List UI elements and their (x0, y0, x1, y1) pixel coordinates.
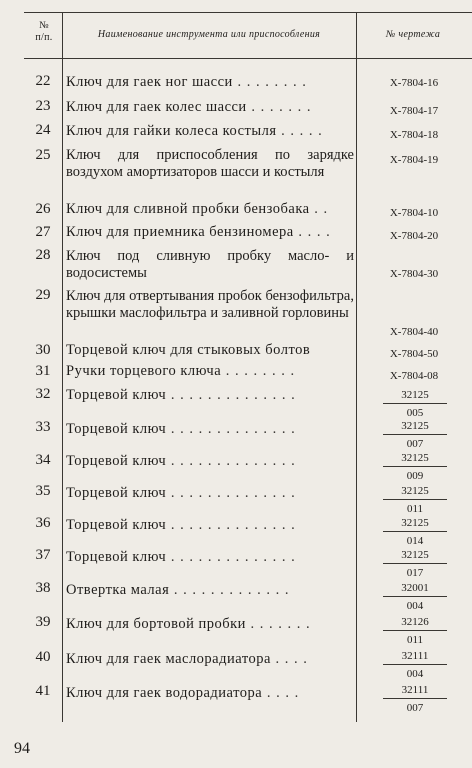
drawing-numerator: 32001 (401, 582, 429, 594)
row-number: 29 (35, 287, 51, 303)
row-name: Ключ для гаек маслорадиатора . . . . (66, 651, 308, 667)
fraction-line (383, 596, 447, 597)
fraction-line (383, 563, 447, 564)
row-number: 36 (35, 515, 51, 531)
drawing-denominator: 007 (406, 438, 424, 450)
drawing-denominator: 011 (406, 503, 424, 515)
row-name: Ключ для отвертывания пробок бензофильтра, крышки маслофильтра и заливной горловины (66, 288, 354, 321)
row-drawing-fraction (360, 485, 470, 515)
row-name: Торцевой ключ . . . . . . . . . . . . . . (66, 421, 296, 437)
row-drawing-fraction (360, 517, 470, 547)
row-number: 22 (35, 73, 51, 89)
fraction-line (383, 434, 447, 435)
fraction-line (383, 531, 447, 532)
row-number: 23 (35, 98, 51, 114)
row-drawing-fraction (360, 616, 470, 646)
drawing-denominator: 004 (406, 668, 424, 680)
drawing-numerator: 32111 (401, 684, 429, 696)
row-number: 31 (35, 363, 51, 379)
header-number-cell (26, 20, 62, 44)
fraction-line (383, 403, 447, 404)
row-name: Торцевой ключ . . . . . . . . . . . . . . (66, 517, 296, 533)
row-drawing-fraction (360, 650, 470, 680)
row-number: 26 (35, 201, 51, 217)
row-name: Ключ для гаек колес шасси . . . . . . . (66, 99, 312, 115)
header-drawing-label: № чертежа (385, 29, 441, 40)
header-name-label: Наименование инструмента или приспособления (97, 29, 321, 40)
drawing-denominator: 007 (406, 702, 424, 714)
fraction-line (383, 499, 447, 500)
row-number: 28 (35, 247, 51, 263)
row-number: 24 (35, 122, 51, 138)
row-name: Ключ под сливную пробку масло- и водосистемы (66, 248, 354, 281)
row-number: 33 (35, 419, 51, 435)
drawing-denominator: 011 (406, 634, 424, 646)
fraction-line (383, 466, 447, 467)
row-name: Торцевой ключ . . . . . . . . . . . . . . (66, 453, 296, 469)
column-divider-right (356, 12, 357, 722)
row-drawing: Х-7804-17 (389, 105, 439, 117)
row-name: Торцевой ключ для стыковых болтов (66, 342, 311, 358)
row-number: 38 (35, 580, 51, 596)
drawing-numerator: 32125 (401, 549, 429, 561)
row-drawing-fraction (360, 452, 470, 482)
row-number: 41 (35, 683, 51, 699)
row-drawing: Х-7804-10 (389, 207, 439, 219)
header-bottom-rule (24, 58, 472, 59)
row-name: Ключ для приспособления по зарядке воздухом амортизаторов шасси и костыля (66, 147, 354, 180)
header-number-abbr: п/п. (35, 32, 53, 43)
row-drawing: Х-7804-50 (389, 348, 439, 360)
row-name: Отвертка малая . . . . . . . . . . . . . (66, 582, 290, 598)
row-drawing-fraction (360, 582, 470, 612)
page-number: 94 (14, 740, 30, 757)
row-name: Ключ для гаек ног шасси . . . . . . . . (66, 74, 307, 90)
column-divider-left (62, 12, 63, 722)
fraction-line (383, 630, 447, 631)
drawing-numerator: 32125 (401, 389, 429, 401)
row-number: 32 (35, 386, 51, 402)
drawing-denominator: 017 (406, 567, 424, 579)
row-drawing: Х-7804-19 (389, 154, 439, 166)
row-name: Ключ для приемника бензиномера . . . . (66, 224, 331, 240)
drawing-numerator: 32125 (401, 517, 429, 529)
row-number: 37 (35, 547, 51, 563)
row-drawing-fraction (360, 389, 470, 419)
row-number: 39 (35, 614, 51, 630)
drawing-denominator: 014 (406, 535, 424, 547)
row-number: 34 (35, 452, 51, 468)
drawing-numerator: 32125 (401, 452, 429, 464)
drawing-numerator: 32125 (401, 420, 429, 432)
row-drawing: Х-7804-30 (389, 268, 439, 280)
header-number-symbol: № (39, 20, 49, 31)
row-name: Торцевой ключ . . . . . . . . . . . . . . (66, 485, 296, 501)
drawing-numerator: 32111 (401, 650, 429, 662)
row-name: Ключ для бортовой пробки . . . . . . . (66, 616, 311, 632)
row-number: 35 (35, 483, 51, 499)
row-drawing-fraction (360, 420, 470, 450)
row-name: Ключ для гаек водорадиатора . . . . (66, 685, 300, 701)
drawing-denominator: 009 (406, 470, 424, 482)
row-drawing: Х-7804-40 (389, 326, 439, 338)
row-drawing: Х-7804-18 (389, 129, 439, 141)
drawing-denominator: 005 (406, 407, 424, 419)
row-number: 25 (35, 147, 51, 163)
row-drawing: Х-7804-08 (389, 370, 439, 382)
row-name: Ключ для сливной пробки бензобака . . (66, 201, 329, 217)
table-top-rule (24, 12, 472, 13)
row-name: Ключ для гайки колеса костыля . . . . . (66, 123, 323, 139)
row-name: Торцевой ключ . . . . . . . . . . . . . . (66, 387, 296, 403)
row-drawing: Х-7804-20 (389, 230, 439, 242)
row-drawing-fraction (360, 684, 470, 714)
drawing-numerator: 32125 (401, 485, 429, 497)
fraction-line (383, 698, 447, 699)
row-name: Ручки торцевого ключа . . . . . . . . (66, 363, 296, 379)
row-number: 40 (35, 649, 51, 665)
fraction-line (383, 664, 447, 665)
drawing-denominator: 004 (406, 600, 424, 612)
row-drawing: Х-7804-16 (389, 77, 439, 89)
row-drawing-fraction (360, 549, 470, 579)
row-number: 30 (35, 342, 51, 358)
row-number: 27 (35, 224, 51, 240)
row-name: Торцевой ключ . . . . . . . . . . . . . . (66, 549, 296, 565)
drawing-numerator: 32126 (401, 616, 429, 628)
